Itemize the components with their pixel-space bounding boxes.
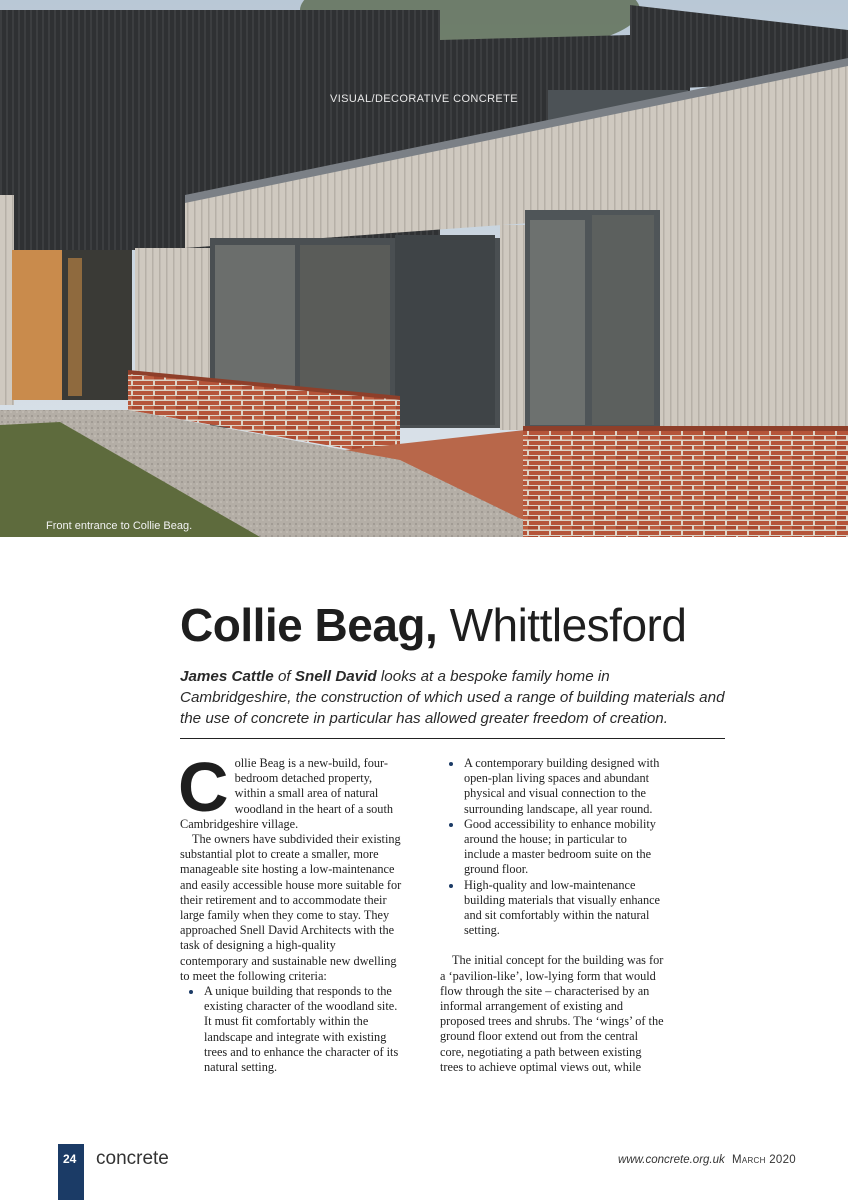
drop-cap: C [178,748,229,826]
body-paragraph: The owners have subdivided their existing substantial plot to create a smaller, more manageable site hosting a low-maintenance and easily accessible house more suitable for their retirement and to accommodate their large family when they come to stay. They approached Snell David Architects with the task of designing a high-quality contemporary and sustainable new dwelling to meet the following criteria: [180,832,402,983]
bullet-icon [449,823,453,827]
page-number: 24 [63,1152,77,1166]
section-label: VISUAL/DECORATIVE CONCRETE [329,93,519,105]
body-paragraph: The initial concept for the building was for a ‘pavilion-like’, low-lying form that would flow through the site – characterised by an informal arrangement of existing and proposed trees and shrubs. The ‘wings’ of the ground floor extend out from the central core, negotiating a path between existing trees to achieve optimal views out, while [440,953,664,1074]
photo-caption: Front entrance to Collie Beag. [46,520,193,532]
bullet-icon [189,990,193,994]
title-light: Whittlesford [449,599,687,651]
body-column-left [178,748,405,1075]
list-item: A contemporary building designed with open-plan living spaces and abundant physical and visual connection to the surrounding landscape, all year round. [440,756,665,817]
author-name: James Cattle [180,668,274,685]
standfirst-text: looks at a bespoke family home in Cambridgeshire, the construction of which used a range of building materials and the use of concrete in particular has allowed greater freedom of creation. [180,668,725,727]
list-item: A unique building that responds to the existing character of the woodland site. It must fit comfortably within the landscape and integrate with existing trees and to enhance the character of its natural setting. [180,984,405,1075]
magazine-name: concrete [96,1148,169,1169]
standfirst: James Cattle of Snell David looks at a bespoke family home in Cambridgeshire, the construction of which used a range of building materials and the use of concrete in particular has allowed greater freedom of creation. [180,668,725,727]
bullet-icon [449,884,453,888]
footer-info [618,1154,796,1166]
list-item: High-quality and low-maintenance building materials that visually enhance and sit comfortably within the natural setting. [440,878,665,939]
article-title [180,597,800,653]
bullet-icon [449,762,453,766]
company-name: Snell David [294,668,377,685]
list-item: Good accessibility to enhance mobility around the house; in particular to include a master bedroom suite on the ground floor. [440,817,665,878]
body-column-right [440,756,665,1075]
criteria-list [180,984,405,1075]
hero-photo [0,0,848,537]
title-bold: Collie Beag, [180,599,438,651]
website-url: www.concrete.org.uk [618,1154,725,1166]
building-illustration [0,0,848,537]
divider [180,738,725,739]
criteria-list-continued [440,756,665,938]
intro-paragraph: Collie Beag is a new-build, four-bedroom detached property, within a small area of natural woodland in the heart of a south Cambridgeshire village. [178,748,394,831]
issue-date: March 2020 [731,1154,796,1166]
